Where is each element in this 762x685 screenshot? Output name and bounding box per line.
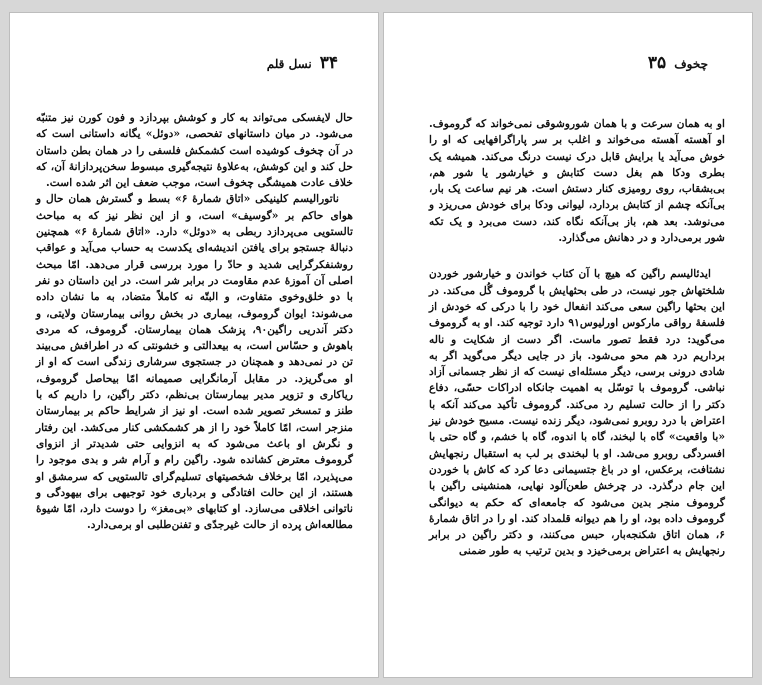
right-page-header [648, 53, 708, 77]
left-page-number: ۳۴ [319, 53, 338, 73]
right-page [383, 12, 753, 678]
right-page-number: ۳۵ [647, 53, 667, 73]
left-page [9, 12, 379, 678]
left-running-title: نسل قلم [266, 57, 312, 71]
left-page-body [36, 110, 353, 534]
left-page-header [267, 53, 338, 77]
paragraph: حال لایفسکی می‌تواند به کار و کوشش بپردازد و فون کورن نیز متنبّه می‌شود. در میان داستانهای تفحصی، «دوئل» یگانه داستانی است که در آن چخوف کوشیده است کشمکش فلسفی را در همان بطن داستان حل کند و این کوشش، به‌علاوهٔ نتیجه‌گیری مبسوط سخن‌پردازانهٔ آن، که خلاف عادت همیشگی چخوف است، موجب ضعف این اثر شده است. [36, 111, 353, 190]
paragraph: او به همان سرعت و با همان شوروشوقی نمی‌خواند که گروموف. او آهسته آهسته می‌خواند و اغلب بر سر پاراگرافهایی که او را خوش می‌آید یا برایش قابل درک نیست درنگ می‌کند. همیشه یک بطری ودکا هم بغل دست کتابش و خیارشور یا شور هم، بی‌بشقاب، روی رومیزی کنار دستش است. هر نیم ساعت یک بار، بی‌آنکه چشم از کتابش بردارد، لیوانی ودکا برای خودش می‌ریزد و می‌نوشد. بعد هم، باز بی‌آنکه نگاه کند، دست می‌برد و یک تکه شور برمی‌دارد و در دهانش می‌گذارد. [429, 117, 725, 245]
right-page-body [429, 116, 725, 560]
paragraph: ناتورالیسم کلینیکی «اتاق شمارهٔ ۶» بسط و گسترش همان حال و هوای حاکم بر «گوسیف» است، و از این نظر نیز که به مباحث تالستویی می‌پردازد ربطی به «دوئل» دارد. «اتاق شمارهٔ ۶» همچنین دنبالهٔ جستجو برای یافتن اندیشه‌ای یکدست به حساب می‌آید و عواقب روشنفکرگرایی شدید و حادّ را مورد بررسی قرار می‌دهد. امّا مبحث اصلی آن آموزهٔ عدم مقاومت در برابر شر است. در این داستان دو نفر با دو خلق‌وخوی متفاوت، و البتّه نه کاملاً متضاد، به ما نشان داده می‌شوند: ایوان گروموف، بیماری در بخش روانی بیمارستان ولایتی، و دکتر آندریی راگین۹۰، پزشک همان بیمارستان. گروموف، که مردی باهوش و حسّاس است، به بیعدالتی و خشونتی که در اطرافش می‌بیند تن در نمی‌دهد و همچنان در جستجوی سرشاری زندگی است که او از او می‌گریزد. در مقابل آرمانگرایی صمیمانه امّا بیحاصل گروموف، ریاکاری و تزویر مدیر بیمارستان بی‌نظم، دکتر راگین، را داریم که با طنز و تمسخر تصویر شده است. او نیز از شرایط حاکم بر بیمارستان منزجر است، امّا کاملاً خود را از هر کشمکشی کنار می‌کشد. این رفتار و نگرش او باعث می‌شود که به انزوایی حتی شدیدتر از انزوای گروموف معترض کشانده شود. راگین رام و آرام شر و بدی موجود را می‌پذیرد، امّا برخلاف شخصیتهای تسلیم‌گرای تالستویی که سرمشق او هستند، از این حالت افتادگی و بردباری خود توجیهی برای بیهودگی و ناتوانی اخلاقی می‌سازد. او کتابهای «بی‌مغز» را دوست دارد، امّا شیوهٔ مطالعه‌اش پرده از حالت غیرجدّی و تفنن‌طلبی او برمی‌دارد. [36, 192, 354, 532]
paragraph: ایدئالیسم راگین که هیچ با آن کتاب خواندن و خیارشور خوردن شلختهاش جور نیست، در طی بحثهایش با گروموف گُل می‌کند. در این بحثها راگین سعی می‌کند انفعال خود را با درکی که خودش از فلسفهٔ رواقی مارکوس اورلیوس۹۱ دارد توجیه کند. او به گروموف می‌گوید: درد فقط تصور ماست. اگر دست از شکایت و ناله برداریم درد هم محو می‌شود. باز در جایی دیگر می‌گوید اگر به شادی درونی برسی، دیگر مسئله‌ای نیست که از نظر جسمانی آزاد نباشی. گروموف با توسّل به اهمیت جانکاه ادراکات حسّی، دفاع دکتر را از حالت تسلیم رد می‌کند. گروموف تأکید می‌کند آنکه با اعتراض با درد روبرو نمی‌شود، دیگر زنده نیست. مسیح خودش نیز «با واقعیت» گاه با لبخند، گاه با اندوه، گاه با خشم، و گاه حتی با افسردگی روبرو می‌شد. او با لبخندی بر لب به استقبال رنجهایش نشتافت، برعکس، او در باغ جتسیمانی دعا کرد که کاش با خوردن این جام درگذرد. در چرخش طعن‌آلود نهایی، همنشینی راگین با گروموف منجر بدین می‌شود که جامعه‌ای که حکم به دیوانگی گروموف داده بود، او را هم دیوانه قلمداد کند. او را در اتاق شمارهٔ ۶، همان اتاق شکنجه‌بار، حبس می‌کنند، و دکتر راگین در برابر رنجهایش به اعتراض برمی‌خیزد و بدین ترتیب به طور ضمنی [429, 267, 725, 558]
right-running-title: چخوف [674, 57, 708, 71]
